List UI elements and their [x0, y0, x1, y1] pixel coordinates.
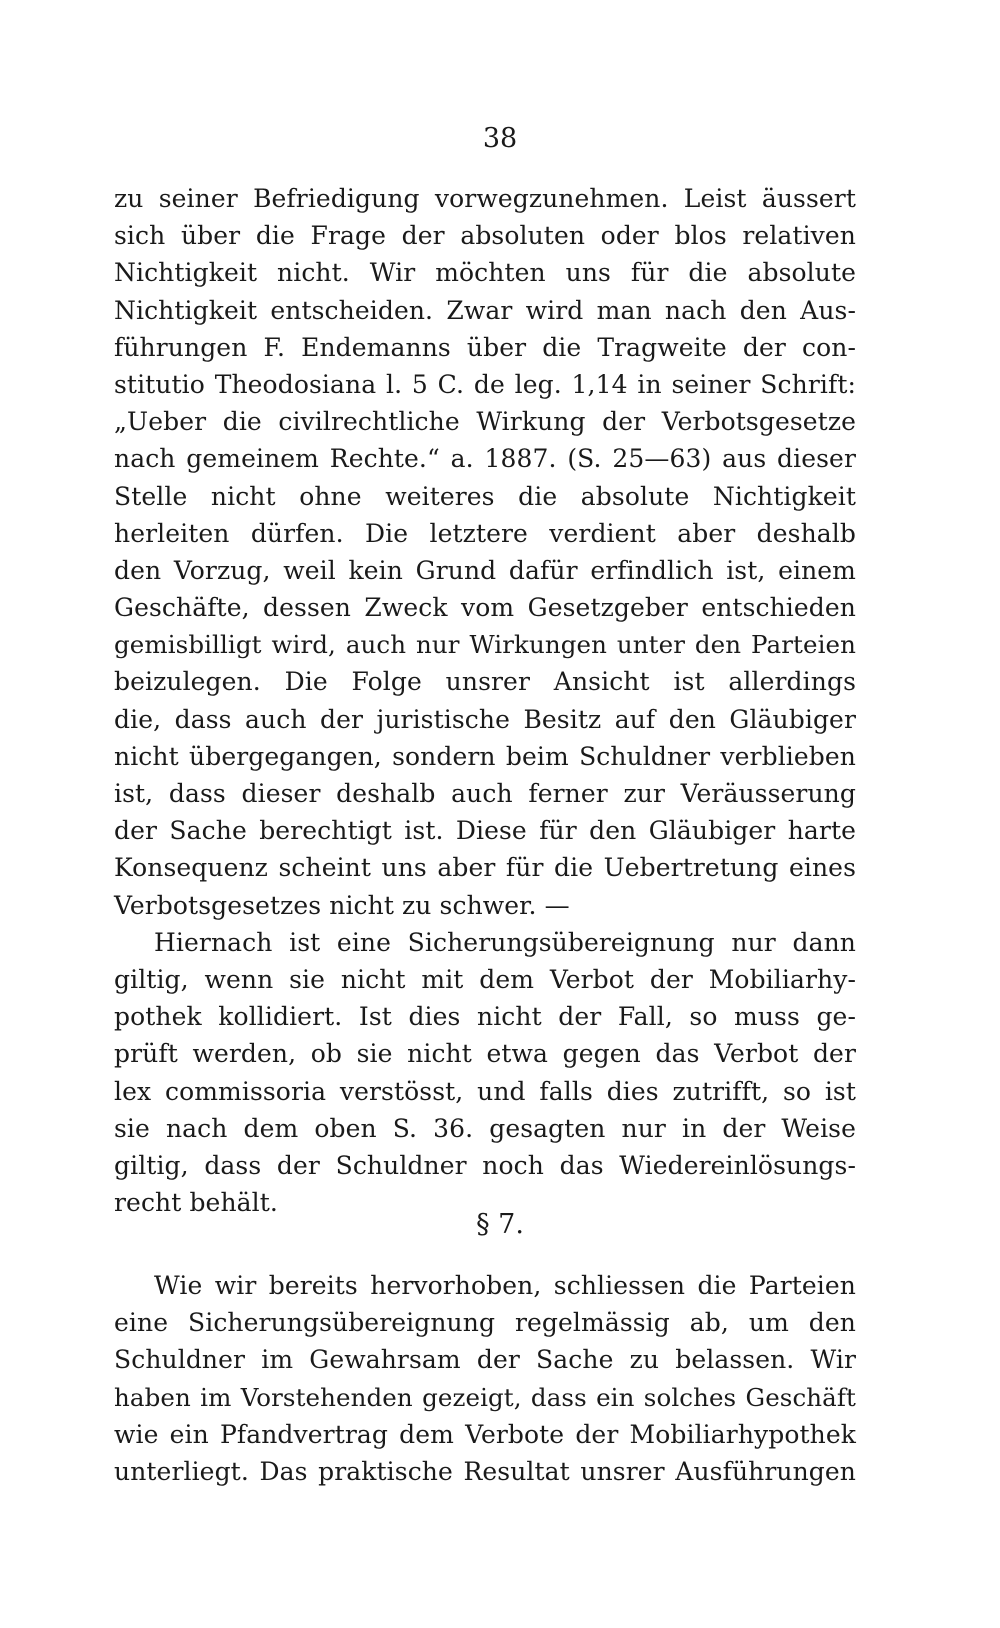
text-line: der Sache berechtigt ist. Diese für den Gläubiger harte — [114, 816, 856, 846]
page-number: 38 — [482, 123, 518, 154]
section-text — [114, 1267, 856, 1490]
main-text — [114, 180, 856, 1221]
text-line: nicht übergegangen, sondern beim Schuldner verblieben — [114, 741, 856, 771]
text-line: lex commissoria verstösst, und falls dies zutrifft, so ist — [114, 1076, 856, 1106]
text-line: giltig, dass der Schuldner noch das Wiedereinlösungs- — [114, 1150, 856, 1180]
text-line: Hiernach ist eine Sicherungsübereignung nur dann — [154, 927, 856, 957]
text-line: herleiten dürfen. Die letztere verdient aber deshalb — [114, 518, 856, 548]
text-line: Nichtigkeit nicht. Wir möchten uns für die absolute — [114, 258, 856, 288]
text-line: Wie wir bereits hervorhoben, schliessen die Parteien — [154, 1271, 856, 1300]
text-line: prüft werden, ob sie nicht etwa gegen das Verbot der — [114, 1039, 856, 1069]
text-line: Konsequenz scheint uns aber für die Uebertretung eines — [114, 853, 856, 883]
text-line: Geschäfte, dessen Zweck vom Gesetzgeber entschieden — [114, 593, 856, 623]
text-line: beizulegen. Die Folge unsrer Ansicht ist allerdings — [114, 667, 856, 697]
text-line: Stelle nicht ohne weiteres die absolute Nichtigkeit — [114, 481, 856, 511]
paragraph — [114, 1267, 856, 1490]
text-line: nach gemeinem Rechte.“ a. 1887. (S. 25—63) aus dieser — [114, 444, 856, 474]
text-line: sich über die Frage der absoluten oder blos relativen — [114, 221, 856, 251]
text-line: giltig, wenn sie nicht mit dem Verbot der Mobiliarhy- — [114, 964, 856, 994]
text-line: Verbotsgesetzes nicht zu schwer. — — [114, 890, 570, 920]
text-line: Schuldner im Gewahrsam der Sache zu belassen. Wir — [114, 1345, 856, 1375]
text-line: sie nach dem oben S. 36. gesagten nur in der Weise — [114, 1113, 856, 1143]
text-line: die, dass auch der juristische Besitz auf den Gläubiger — [114, 704, 856, 734]
section-heading: § 7. — [476, 1209, 524, 1240]
text-line: zu seiner Befriedigung vorwegzunehmen. Leist äussert — [114, 184, 856, 213]
text-line: haben im Vorstehenden gezeigt, dass ein solches Geschäft — [114, 1382, 856, 1412]
text-line: stitutio Theodosiana l. 5 C. de leg. 1,14 in seiner Schrift: — [114, 369, 856, 399]
text-line: gemisbilligt wird, auch nur Wirkungen unter den Parteien — [114, 630, 856, 660]
text-line: ist, dass dieser deshalb auch ferner zur Veräusserung — [114, 779, 856, 808]
text-line: eine Sicherungsübereignung regelmässig ab, um den — [114, 1308, 856, 1338]
text-line: pothek kollidiert. Ist dies nicht der Fall, so muss ge- — [114, 1002, 856, 1032]
text-line: recht behält. — [114, 1188, 278, 1218]
paragraph — [114, 924, 856, 1222]
text-line: Nichtigkeit entscheiden. Zwar wird man nach den Aus- — [114, 295, 856, 325]
text-line: unterliegt. Das praktische Resultat unsrer Ausführungen — [114, 1456, 856, 1486]
text-line: wie ein Pfandvertrag dem Verbote der Mobiliarhypothek — [114, 1419, 856, 1449]
text-line: den Vorzug, weil kein Grund dafür erfindlich ist, einem — [114, 555, 856, 585]
text-line: „Ueber die civilrechtliche Wirkung der Verbotsgesetze — [114, 407, 856, 437]
text-line: führungen F. Endemanns über die Tragweite der con- — [114, 332, 856, 362]
paragraph — [114, 180, 856, 924]
